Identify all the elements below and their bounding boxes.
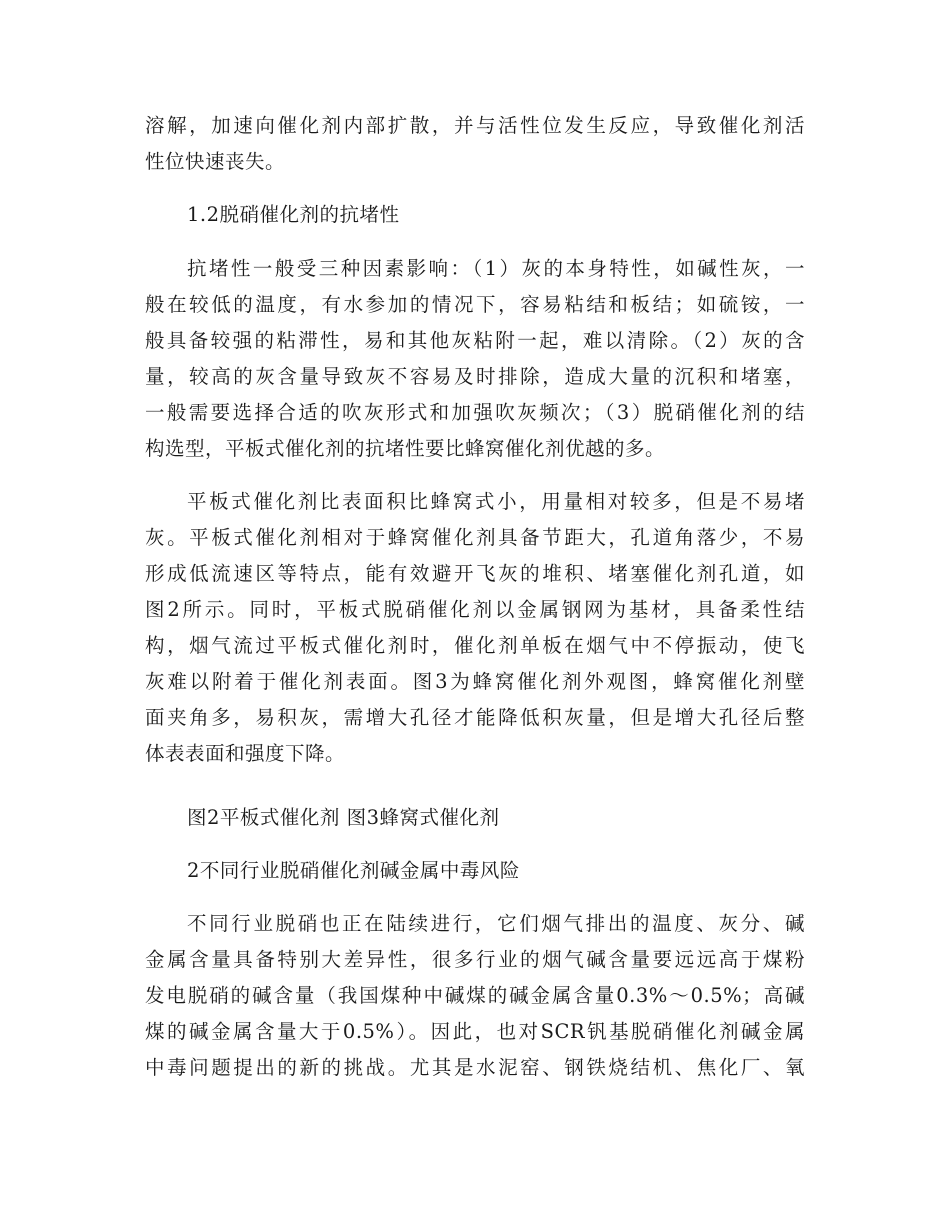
paragraph-industry-risk xyxy=(145,906,805,1086)
text-line: 般在较低的温度，有水参加的情况下，容易粘结和板结；如硫铵，一 xyxy=(145,293,805,316)
text-line: 量，较高的灰含量导致灰不容易及时排除，造成大量的沉积和堵塞， xyxy=(145,365,805,388)
text-line: 金属含量具备特别大差异性，很多行业的烟气碱含量要远远高于煤粉 xyxy=(145,948,805,971)
text-line: 不同行业脱硝也正在陆续进行，它们烟气排出的温度、灰分、碱 xyxy=(187,912,805,935)
text-line: 构选型，平板式催化剂的抗堵性要比蜂窝催化剂优越的多。 xyxy=(145,437,666,460)
section-heading: 1.2脱硝催化剂的抗堵性 xyxy=(187,203,400,226)
text-line: 形成低流速区等特点，能有效避开飞灰的堆积、堵塞催化剂孔道，如 xyxy=(145,562,805,585)
text-line: 灰。平板式催化剂相对于蜂窝催化剂具备节距大，孔道角落少，不易 xyxy=(145,526,805,549)
text-line: 平板式催化剂比表面积比蜂窝式小，用量相对较多，但是不易堵 xyxy=(187,490,805,513)
text-line: 构，烟气流过平板式催化剂时，催化剂单板在烟气中不停振动，使飞 xyxy=(145,634,805,657)
figure-caption: 图2平板式催化剂 图3蜂窝式催化剂 xyxy=(187,806,500,829)
paragraph-plate-catalyst xyxy=(145,484,805,772)
paragraph-anti-clogging xyxy=(145,251,805,467)
text-line: 一般需要选择合适的吹灰形式和加强吹灰频次；（3）脱硝催化剂的结 xyxy=(145,401,805,424)
paragraph-continuation xyxy=(145,108,805,180)
text-line: 性位快速丧失。 xyxy=(145,150,286,173)
section-heading: 2不同行业脱硝催化剂碱金属中毒风险 xyxy=(187,859,520,882)
text-line: 灰难以附着于催化剂表面。图3为蜂窝催化剂外观图，蜂窝催化剂壁 xyxy=(145,670,805,693)
text-line: 般具备较强的粘滞性，易和其他灰粘附一起，难以清除。（2）灰的含 xyxy=(145,329,805,352)
text-line: 中毒问题提出的新的挑战。尤其是水泥窑、钢铁烧结机、焦化厂、氧 xyxy=(145,1056,805,1079)
text-line: 面夹角多，易积灰，需增大孔径才能降低积灰量，但是增大孔径后整 xyxy=(145,706,805,729)
text-line: 抗堵性一般受三种因素影响：（1）灰的本身特性，如碱性灰，一 xyxy=(187,257,805,280)
text-line: 溶解，加速向催化剂内部扩散，并与活性位发生反应，导致催化剂活 xyxy=(145,114,805,137)
text-line: 煤的碱金属含量大于0.5%）。因此，也对SCR钒基脱硝催化剂碱金属 xyxy=(145,1020,805,1043)
text-line: 图2所示。同时，平板式脱硝催化剂以金属钢网为基材，具备柔性结 xyxy=(145,598,805,621)
text-line: 体表表面和强度下降。 xyxy=(145,742,346,765)
text-line: 发电脱硝的碱含量（我国煤种中碱煤的碱金属含量0.3%～0.5%；高碱 xyxy=(145,984,805,1007)
